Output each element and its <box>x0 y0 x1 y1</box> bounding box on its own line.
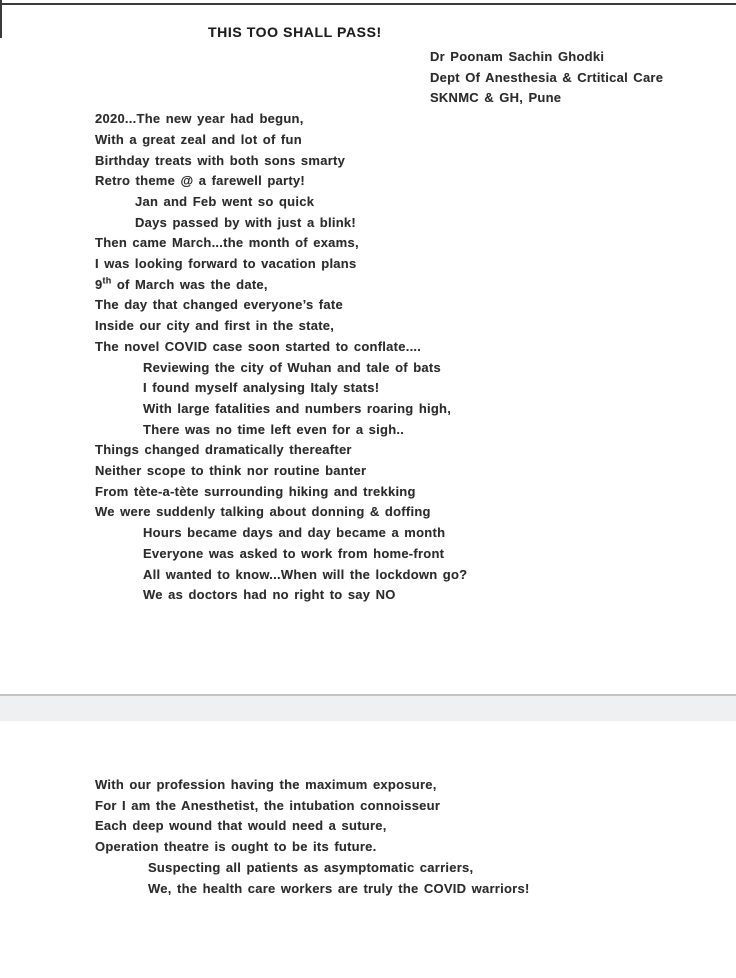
poem-line: With large fatalities and numbers roaring high, <box>143 400 452 416</box>
poem-line: We were suddenly talking about donning & doffing <box>95 504 431 520</box>
poem-line: All wanted to know...When will the lockdown go? <box>143 566 468 582</box>
scan-border-left <box>0 0 2 38</box>
poem-line: From tète-a-tète surrounding hiking and trekking <box>95 483 416 499</box>
poem-line: Jan and Feb went so quick <box>135 193 315 209</box>
poem-line: There was no time left even for a sigh.. <box>143 421 405 437</box>
poem-line: Then came March...the month of exams, <box>95 235 359 251</box>
author-block <box>430 47 696 109</box>
poem-line: With our profession having the maximum exposure, <box>95 777 437 792</box>
poem-line: 2020...The new year had begun, <box>95 111 304 127</box>
poem-line: Everyone was asked to work from home-front <box>143 545 445 561</box>
author-institution: SKNMC & GH, Pune <box>430 90 562 106</box>
poem-line: Operation theatre is ought to be its future. <box>95 839 377 855</box>
poem-line: For I am the Anesthetist, the intubation connoisseur <box>95 797 441 813</box>
poem-line: Things changed dramatically thereafter <box>95 442 352 458</box>
poem-line: I was looking forward to vacation plans <box>95 256 357 272</box>
poem-line: With a great zeal and lot of fun <box>95 131 302 147</box>
scan-border-top <box>0 3 736 5</box>
document-title: THIS TOO SHALL PASS! <box>208 24 382 40</box>
poem-line: We, the health care workers are truly the COVID warriors! <box>148 880 530 896</box>
page-2 <box>0 721 736 978</box>
poem-line: Birthday treats with both sons smarty <box>95 152 346 168</box>
author-name: Dr Poonam Sachin Ghodki <box>430 49 605 64</box>
poem-line: We as doctors had no right to say NO <box>143 587 396 603</box>
poem-page-1-lines <box>95 109 696 606</box>
author-department: Dept Of Anesthesia & Crtitical Care <box>430 69 664 85</box>
page-separator <box>0 694 736 721</box>
poem-line: Inside our city and first in the state, <box>95 318 335 334</box>
poem-line: Days passed by with just a blink! <box>135 214 356 230</box>
poem-line: Hours became days and day became a month <box>143 525 446 541</box>
poem-line: Each deep wound that would need a suture, <box>95 818 387 834</box>
poem-line: Suspecting all patients as asymptomatic carriers, <box>148 859 474 875</box>
poem-line: Reviewing the city of Wuhan and tale of bats <box>143 359 441 375</box>
poem-page-2-lines <box>95 775 696 899</box>
poem-line: The day that changed everyone’s fate <box>95 297 343 313</box>
poem-line: The novel COVID case soon started to conflate.... <box>95 338 422 354</box>
poem-line: Neither scope to think nor routine banter <box>95 463 367 479</box>
poem-line: I found myself analysing Italy stats! <box>143 380 380 396</box>
poem-line: Retro theme @ a farewell party! <box>95 173 305 189</box>
poem-line: 9th of March was the date, <box>95 275 268 292</box>
